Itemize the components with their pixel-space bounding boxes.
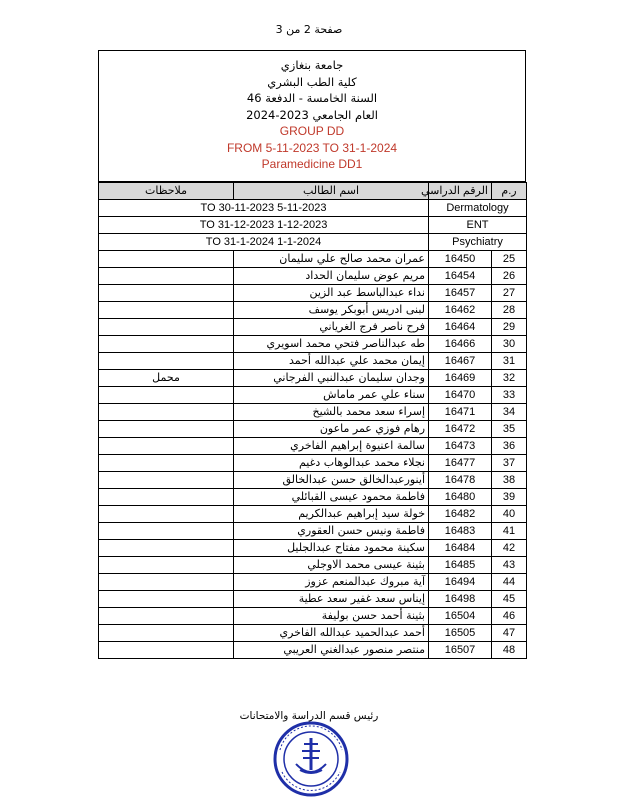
student-number: 39 bbox=[492, 489, 527, 506]
student-notes bbox=[99, 557, 234, 574]
student-name: بثينة أحمد حسن بوليفة bbox=[234, 608, 429, 625]
student-notes bbox=[99, 421, 234, 438]
student-notes bbox=[99, 251, 234, 268]
table-row bbox=[99, 251, 527, 268]
rotation-name: Dermatology bbox=[429, 200, 527, 217]
student-notes bbox=[99, 523, 234, 540]
table-row bbox=[99, 268, 527, 285]
rotation-row bbox=[99, 234, 527, 251]
student-notes bbox=[99, 268, 234, 285]
student-id: 16469 bbox=[429, 370, 492, 387]
student-name: بثينة عيسى محمد الاوجلي bbox=[234, 557, 429, 574]
rotation-period: 5-11-2023 TO 30-11-2023 bbox=[99, 200, 429, 217]
student-notes bbox=[99, 285, 234, 302]
column-header-id: الرقم الدراسي bbox=[429, 183, 492, 200]
student-number: 41 bbox=[492, 523, 527, 540]
table-row bbox=[99, 455, 527, 472]
student-notes bbox=[99, 625, 234, 642]
student-name: أحمد عبدالحميد عبدالله الفاخري bbox=[234, 625, 429, 642]
student-name: إيناس سعد غفير سعد عطية bbox=[234, 591, 429, 608]
table-row bbox=[99, 353, 527, 370]
rotation-row bbox=[99, 200, 527, 217]
rotation-period: 1-1-2024 TO 31-1-2024 bbox=[99, 234, 429, 251]
student-id: 16470 bbox=[429, 387, 492, 404]
signature-title: رئيس قسم الدراسة والامتحانات bbox=[239, 710, 379, 722]
student-id: 16457 bbox=[429, 285, 492, 302]
table-row bbox=[99, 506, 527, 523]
student-id: 16505 bbox=[429, 625, 492, 642]
student-id: 16477 bbox=[429, 455, 492, 472]
student-notes bbox=[99, 591, 234, 608]
table-row bbox=[99, 319, 527, 336]
student-id: 16483 bbox=[429, 523, 492, 540]
rotation-name: Psychiatry bbox=[429, 234, 527, 251]
student-number: 38 bbox=[492, 472, 527, 489]
student-number: 29 bbox=[492, 319, 527, 336]
subgroup-title: Paramedicine DD1 bbox=[261, 157, 363, 171]
student-name: وجدان سليمان عبدالنبي الفرجاني bbox=[234, 370, 429, 387]
table-row bbox=[99, 472, 527, 489]
student-id: 16464 bbox=[429, 319, 492, 336]
student-id: 16471 bbox=[429, 404, 492, 421]
student-id: 16482 bbox=[429, 506, 492, 523]
student-number: 37 bbox=[492, 455, 527, 472]
table-row bbox=[99, 489, 527, 506]
table-row bbox=[99, 625, 527, 642]
student-name: سالمة اعنيوة إبراهيم الفاخري bbox=[234, 438, 429, 455]
student-number: 30 bbox=[492, 336, 527, 353]
rotation-name: ENT bbox=[429, 217, 527, 234]
student-id: 16480 bbox=[429, 489, 492, 506]
student-number: 45 bbox=[492, 591, 527, 608]
student-notes bbox=[99, 574, 234, 591]
table-row bbox=[99, 591, 527, 608]
student-notes bbox=[99, 506, 234, 523]
student-number: 48 bbox=[492, 642, 527, 659]
table-row bbox=[99, 336, 527, 353]
student-number: 42 bbox=[492, 540, 527, 557]
table-row bbox=[99, 285, 527, 302]
academic-year: العام الجامعي 2023-2024 bbox=[246, 107, 378, 122]
student-name: سناء علي عمر ماماش bbox=[234, 387, 429, 404]
student-number: 36 bbox=[492, 438, 527, 455]
student-number: 33 bbox=[492, 387, 527, 404]
table-row bbox=[99, 404, 527, 421]
student-number: 44 bbox=[492, 574, 527, 591]
student-id: 16467 bbox=[429, 353, 492, 370]
student-notes bbox=[99, 608, 234, 625]
student-id: 16473 bbox=[429, 438, 492, 455]
student-name: إيمان محمد علي عبدالله أحمد bbox=[234, 353, 429, 370]
student-notes bbox=[99, 455, 234, 472]
table-header-row bbox=[99, 183, 527, 200]
student-name: عمران محمد صالح علي سليمان bbox=[234, 251, 429, 268]
official-seal-icon bbox=[272, 720, 350, 798]
student-notes bbox=[99, 336, 234, 353]
student-id: 16494 bbox=[429, 574, 492, 591]
student-number: 25 bbox=[492, 251, 527, 268]
student-number: 27 bbox=[492, 285, 527, 302]
student-id: 16462 bbox=[429, 302, 492, 319]
student-name: منتصر منصور عبدالغني العريبي bbox=[234, 642, 429, 659]
faculty-name: كلية الطب البشري bbox=[267, 74, 357, 89]
students-table bbox=[98, 182, 527, 659]
student-notes bbox=[99, 438, 234, 455]
page-number: صفحة 2 من 3 bbox=[275, 23, 343, 36]
table-row bbox=[99, 540, 527, 557]
student-name: فرح ناصر فرج الغرياني bbox=[234, 319, 429, 336]
column-header-num: ر.م bbox=[492, 183, 527, 200]
table-row bbox=[99, 608, 527, 625]
group-title: GROUP DD bbox=[279, 124, 345, 138]
student-number: 28 bbox=[492, 302, 527, 319]
roster-sheet bbox=[98, 50, 526, 659]
student-name: لبنى ادريس أبوبكر يوسف bbox=[234, 302, 429, 319]
student-id: 16485 bbox=[429, 557, 492, 574]
student-number: 35 bbox=[492, 421, 527, 438]
student-notes: محمل bbox=[99, 370, 234, 387]
student-id: 16454 bbox=[429, 268, 492, 285]
table-row bbox=[99, 642, 527, 659]
student-name: نجلاء محمد عبدالوهاب دغيم bbox=[234, 455, 429, 472]
student-number: 46 bbox=[492, 608, 527, 625]
student-name: نداء عبدالباسط عبد الزين bbox=[234, 285, 429, 302]
table-row bbox=[99, 387, 527, 404]
student-number: 34 bbox=[492, 404, 527, 421]
student-notes bbox=[99, 387, 234, 404]
student-name: سكينة محمود مفتاح عبدالجليل bbox=[234, 540, 429, 557]
student-notes bbox=[99, 540, 234, 557]
student-notes bbox=[99, 472, 234, 489]
student-name: خولة سيد إبراهيم عبدالكريم bbox=[234, 506, 429, 523]
student-name: رهام فوزي عمر ماعون bbox=[234, 421, 429, 438]
student-notes bbox=[99, 489, 234, 506]
student-notes bbox=[99, 642, 234, 659]
year-batch: السنة الخامسة - الدفعة 46 bbox=[246, 91, 378, 105]
university-name: جامعة بنغازي bbox=[280, 58, 344, 72]
student-id: 16484 bbox=[429, 540, 492, 557]
student-id: 16472 bbox=[429, 421, 492, 438]
student-notes bbox=[99, 353, 234, 370]
table-row bbox=[99, 557, 527, 574]
student-id: 16498 bbox=[429, 591, 492, 608]
student-number: 43 bbox=[492, 557, 527, 574]
student-id: 16478 bbox=[429, 472, 492, 489]
student-number: 26 bbox=[492, 268, 527, 285]
student-number: 31 bbox=[492, 353, 527, 370]
table-row bbox=[99, 370, 527, 387]
student-number: 40 bbox=[492, 506, 527, 523]
group-period: FROM 5-11-2023 TO 31-1-2024 bbox=[226, 140, 398, 155]
student-name: فاطمة ونيس حسن العقوري bbox=[234, 523, 429, 540]
column-header-notes: ملاحظات bbox=[99, 183, 234, 200]
student-number: 32 bbox=[492, 370, 527, 387]
document-header bbox=[98, 50, 526, 182]
rotation-period: 1-12-2023 TO 31-12-2023 bbox=[99, 217, 429, 234]
table-row bbox=[99, 302, 527, 319]
student-id: 16466 bbox=[429, 336, 492, 353]
table-row bbox=[99, 438, 527, 455]
student-name: فاطمة محمود عيسى القبائلي bbox=[234, 489, 429, 506]
student-notes bbox=[99, 319, 234, 336]
student-id: 16450 bbox=[429, 251, 492, 268]
student-notes bbox=[99, 302, 234, 319]
student-name: طه عبدالناصر فتحي محمد اسويري bbox=[234, 336, 429, 353]
student-id: 16507 bbox=[429, 642, 492, 659]
student-name: مريم عوض سليمان الحداد bbox=[234, 268, 429, 285]
student-notes bbox=[99, 404, 234, 421]
student-number: 47 bbox=[492, 625, 527, 642]
student-name: إسراء سعد محمد بالشيخ bbox=[234, 404, 429, 421]
student-name: آية مبروك عبدالمنعم عزوز bbox=[234, 574, 429, 591]
student-id: 16504 bbox=[429, 608, 492, 625]
student-name: أينورعبدالخالق حسن عبدالخالق bbox=[234, 472, 429, 489]
table-row bbox=[99, 574, 527, 591]
table-row bbox=[99, 523, 527, 540]
column-header-name: اسم الطالب bbox=[234, 183, 429, 200]
rotation-row bbox=[99, 217, 527, 234]
table-row bbox=[99, 421, 527, 438]
